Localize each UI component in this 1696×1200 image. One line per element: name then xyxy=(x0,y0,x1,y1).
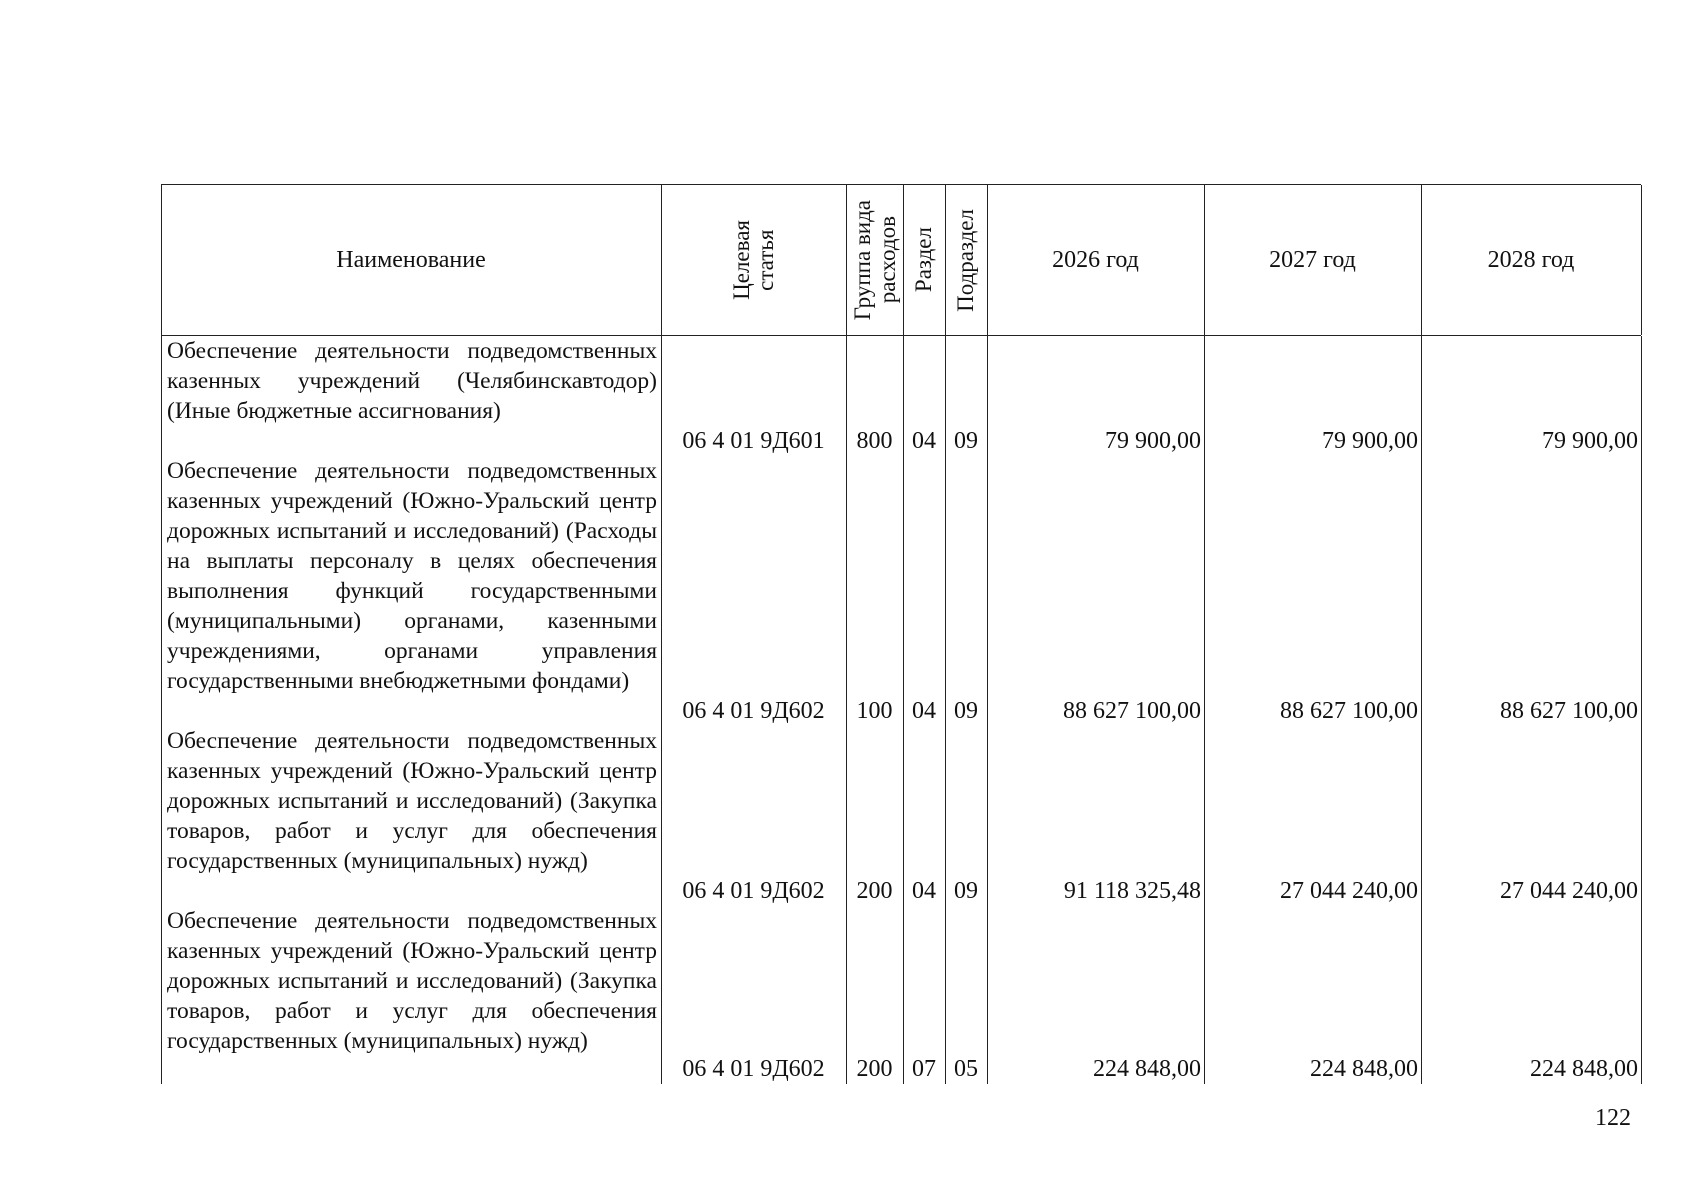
row-2027: 79 900,00 xyxy=(1322,428,1418,454)
table-row xyxy=(161,336,1641,456)
row-2027: 27 044 240,00 xyxy=(1280,878,1418,904)
table-row xyxy=(161,726,1641,906)
row-group: 800 xyxy=(856,428,893,454)
row-subsection: 09 xyxy=(954,878,978,904)
header-subsection: Подраздел xyxy=(953,208,978,312)
row-section: 04 xyxy=(912,428,936,454)
header-name: Наименование xyxy=(336,247,486,273)
row-name: Обеспечение деятельности подведомственных казенных учреждений (Южно-Уральский центр дорожных испытаний и исследований) (Расходы на выплаты персоналу в целях обеспечения выполнения функций государственными (муниципальными) органами, казенными учреждениями, органами управления государственными внебюджетными фондами) xyxy=(167,458,657,694)
row-name: Обеспечение деятельности подведомственных казенных учреждений (Челябинскавтодор) (Иные бюджетные ассигнования) xyxy=(167,338,657,424)
row-2027: 88 627 100,00 xyxy=(1280,698,1418,724)
row-name: Обеспечение деятельности подведомственных казенных учреждений (Южно-Уральский центр дорожных испытаний и исследований) (Закупка товаров, работ и услуг для обеспечения государственных (муниципальных) нужд) xyxy=(167,908,657,1054)
row-target: 06 4 01 9Д601 xyxy=(682,428,825,454)
row-subsection: 09 xyxy=(954,428,978,454)
row-name: Обеспечение деятельности подведомственных казенных учреждений (Южно-Уральский центр дорожных испытаний и исследований) (Закупка товаров, работ и услуг для обеспечения государственных (муниципальных) нужд) xyxy=(167,728,657,874)
row-target: 06 4 01 9Д602 xyxy=(682,1056,825,1082)
row-2026: 224 848,00 xyxy=(1093,1056,1201,1082)
header-section: Раздел xyxy=(911,227,936,293)
table-row xyxy=(161,456,1641,726)
row-2028: 79 900,00 xyxy=(1542,428,1638,454)
row-target: 06 4 01 9Д602 xyxy=(682,878,825,904)
row-group: 100 xyxy=(856,698,893,724)
row-2027: 224 848,00 xyxy=(1310,1056,1418,1082)
row-subsection: 09 xyxy=(954,698,978,724)
page-number: 122 xyxy=(1595,1105,1631,1131)
row-2026: 79 900,00 xyxy=(1105,428,1201,454)
row-2028: 27 044 240,00 xyxy=(1500,878,1638,904)
table-row xyxy=(161,906,1641,1084)
row-2026: 91 118 325,48 xyxy=(1063,878,1201,904)
row-2026: 88 627 100,00 xyxy=(1063,698,1201,724)
row-2028: 224 848,00 xyxy=(1530,1056,1638,1082)
row-2028: 88 627 100,00 xyxy=(1500,698,1638,724)
row-section: 04 xyxy=(912,698,936,724)
row-subsection: 05 xyxy=(954,1056,978,1082)
header-2026: 2026 год xyxy=(1052,247,1139,273)
row-group: 200 xyxy=(856,878,893,904)
row-section: 04 xyxy=(912,878,936,904)
header-2027: 2027 год xyxy=(1269,247,1356,273)
header-target: Целевая статья xyxy=(728,220,778,300)
budget-table xyxy=(161,184,1641,1084)
row-group: 200 xyxy=(856,1056,893,1082)
row-section: 07 xyxy=(912,1056,936,1082)
row-target: 06 4 01 9Д602 xyxy=(682,698,825,724)
header-2028: 2028 год xyxy=(1487,247,1575,273)
header-group: Группа вида расходов xyxy=(849,199,900,321)
table-header xyxy=(161,185,1641,336)
